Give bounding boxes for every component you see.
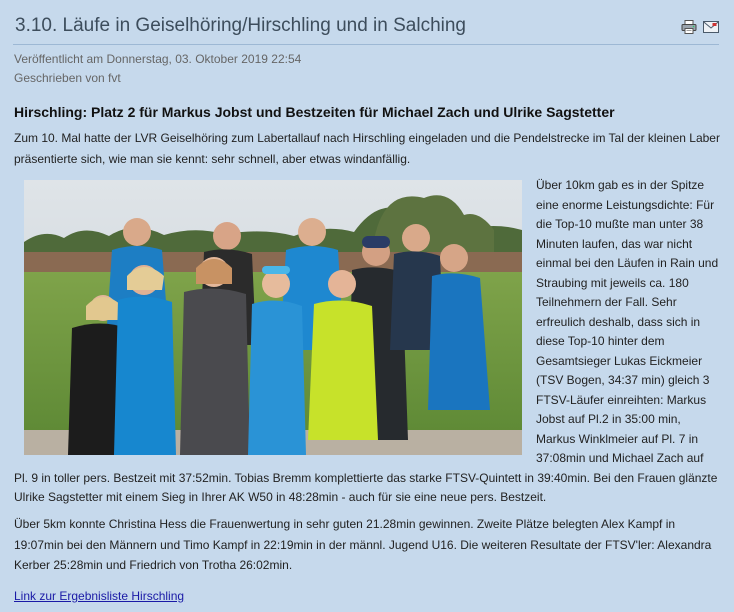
- body-10km-paragraph: Über 10km gab es in der Spitze eine enorme Leistungsdichte: Für die Top-10 mußte man unter 38 Minuten laufen, das war nicht einmal bei den Läufen in Rain und Straubing mit jeweils ca. 180 Teilnehmern der Fall. Sehr erfreulich deshalb, dass sich in diese Top-10 hinter dem Gesamtsieger Lukas Eickmeier (TSV Bogen, 34:37 min) gleich 3 FTSV-Läufer einreihten: Markus Jobst auf Pl.2 in 35:00 min, Markus Winklmeier auf Pl. 7 in 37:08min und Michael Zach auf Pl. 9 in toller pers. Bestzeit mit 37:52min. Tobias Bremm komplettierte das starke FTSV-Quintett in 39:40min. Bei den Frauen glänzte Ulrike Sagstetter mit einem Sieg in Ihrer AK W50 in 48:28min - auch für sie eine neue pers. Bestzeit.: [14, 178, 719, 504]
- article-subheading: Hirschling: Platz 2 für Markus Jobst und Bestzeiten für Michael Zach und Ulrike Sagstetter: [14, 104, 615, 120]
- page-title: 3.10. Läufe in Geiselhöring/Hirschling und in Salching: [15, 15, 466, 36]
- article-actions: [681, 20, 719, 34]
- body-10km-section: [14, 176, 720, 508]
- published-date: Veröffentlicht am Donnerstag, 03. Oktober 2019 22:54: [14, 52, 302, 66]
- article-header: [13, 0, 719, 45]
- intro-paragraph: Zum 10. Mal hatte der LVR Geiselhöring zum Labertallauf nach Hirschling eingeladen und die Pendelstrecke im Tal der kleinen Laber präsentierte sich, wie man sie kennt: sehr schnell, aber etwas windanfällig.: [14, 131, 720, 166]
- author-line: Geschrieben von fvt: [14, 71, 121, 85]
- print-icon[interactable]: [681, 20, 697, 34]
- body-5km-paragraph: Über 5km konnte Christina Hess die Frauenwertung in sehr guten 21.28min gewinnen. Zweite Plätze belegten Alex Kampf in 19:07min bei den Männern und Timo Kampf in 22:19min in der männl. Jugend U16. Die weiteren Resultate der FTSV'ler: Alexandra Kerber 25:28min und Friedrich von Trotha 26:02min.: [14, 517, 712, 572]
- results-link[interactable]: Link zur Ergebnisliste Hirschling: [14, 589, 185, 603]
- email-icon[interactable]: [703, 20, 719, 34]
- team-photo: [24, 180, 522, 455]
